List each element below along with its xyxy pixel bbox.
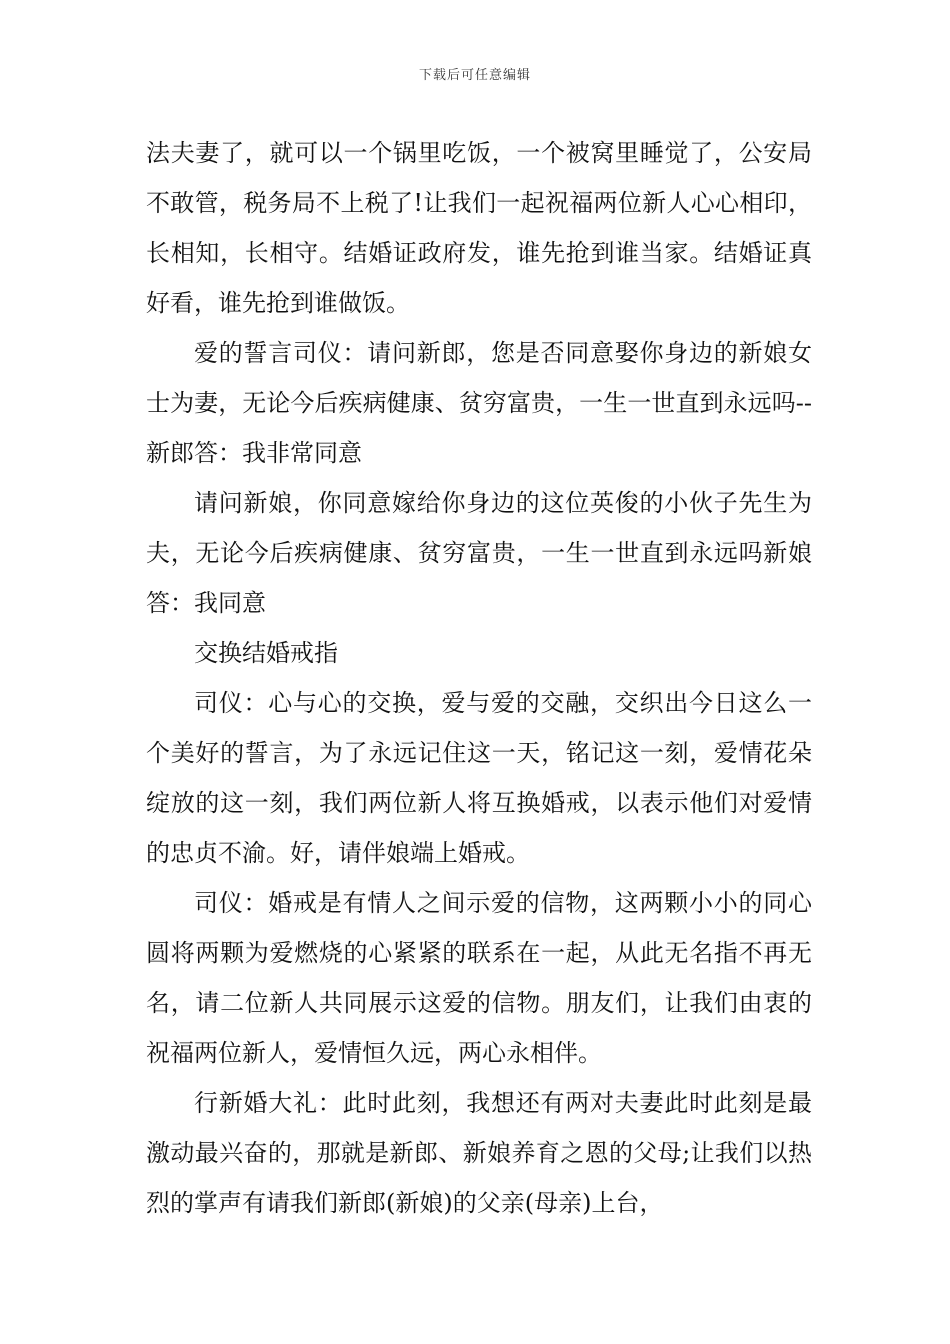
paragraph: 请问新娘，你同意嫁给你身边的这位英俊的小伙子先生为夫，无论今后疾病健康、贫穷富贵，一生一世直到永远吗新娘答：我同意 (146, 489, 812, 617)
paragraph: 爱的誓言司仪：请问新郎，您是否同意娶你身边的新娘女士为妻，无论今后疾病健康、贫穷富贵，一生一世直到永远吗--新郎答：我非常同意 (146, 339, 812, 467)
document-body (146, 128, 812, 1228)
page-header: 下载后可任意编辑 (418, 68, 531, 83)
paragraph: 司仪：婚戒是有情人之间示爱的信物，这两颗小小的同心圆将两颗为爱燃烧的心紧紧的联系在一起，从此无名指不再无名，请二位新人共同展示这爱的信物。朋友们，让我们由衷的祝福两位新人，爱情恒久远，两心永相伴。 (146, 889, 812, 1067)
section-heading: 交换结婚戒指 (194, 639, 338, 667)
paragraph: 行新婚大礼：此时此刻，我想还有两对夫妻此时此刻是最激动最兴奋的，那就是新郎、新娘养育之恩的父母;让我们以热烈的掌声有请我们新郎(新娘)的父亲(母亲)上台， (146, 1089, 812, 1217)
paragraph: 司仪：心与心的交换，爱与爱的交融，交织出今日这么一个美好的誓言，为了永远记住这一天，铭记这一刻，爱情花朵绽放的这一刻，我们两位新人将互换婚戒，以表示他们对爱情的忠贞不渝。好，请伴娘端上婚戒。 (146, 689, 812, 867)
paragraph: 法夫妻了，就可以一个锅里吃饭，一个被窝里睡觉了，公安局不敢管，税务局不上税了!让我们一起祝福两位新人心心相印，长相知，长相守。结婚证政府发，谁先抢到谁当家。结婚证真好看，谁先抢到谁做饭。 (146, 139, 812, 317)
